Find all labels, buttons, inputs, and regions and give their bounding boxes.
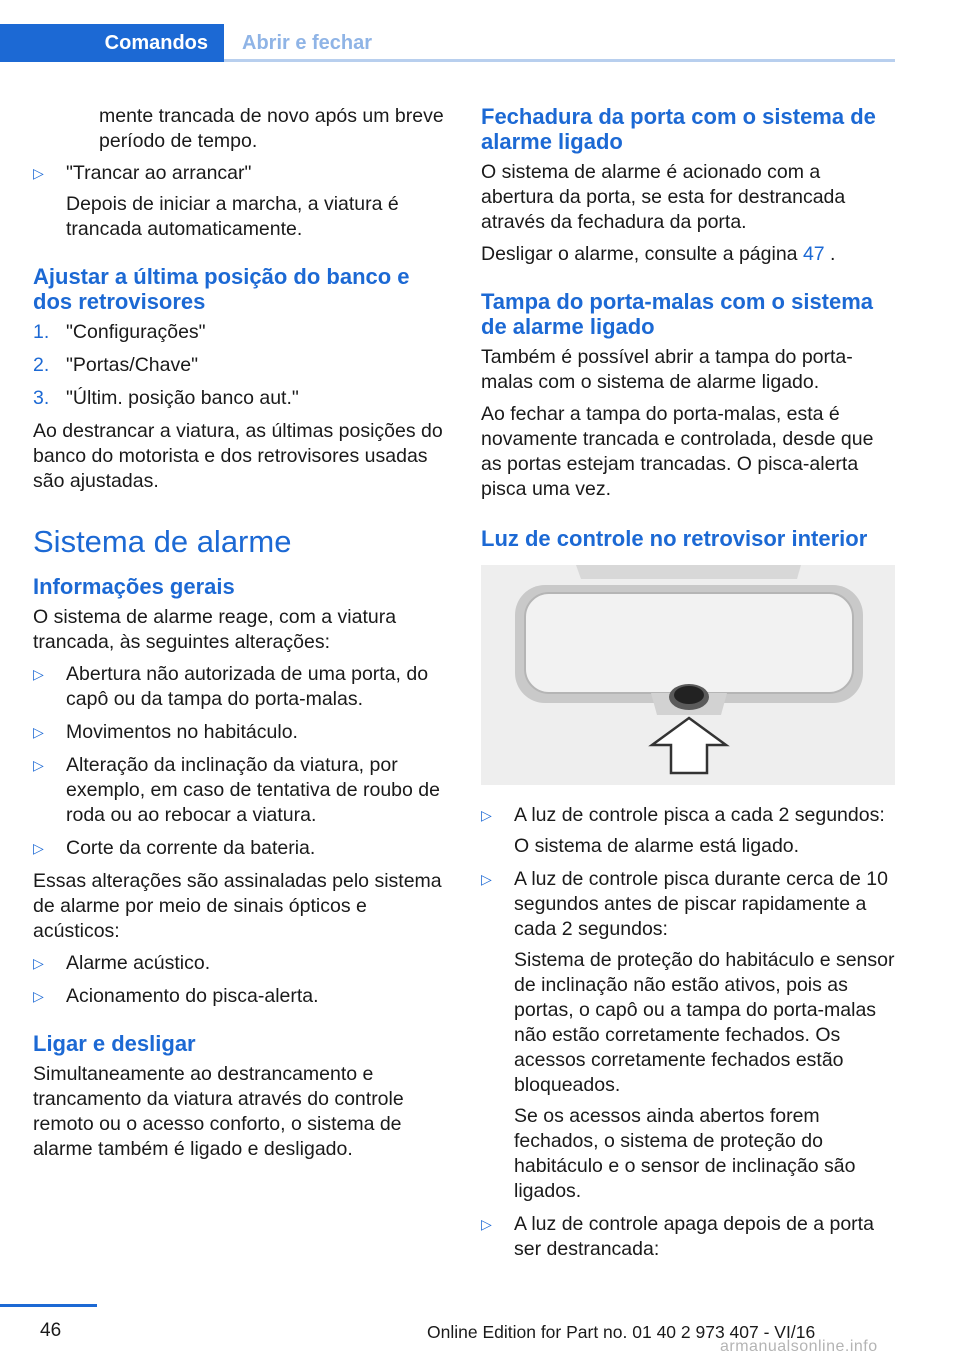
step-item	[33, 386, 448, 411]
step-text: "Portas/Chave"	[66, 354, 198, 376]
list-item	[33, 951, 448, 976]
changes-list	[33, 662, 448, 861]
triangle-right-icon: ▷	[33, 840, 44, 856]
list-item	[33, 836, 448, 861]
mirror-illustration	[481, 565, 895, 785]
list-item	[481, 803, 895, 859]
list-item-sub: Se os acessos ainda abertos forem fechados, o sistema de proteção do habitáculo e o sensor de inclinação são ligados.	[514, 1105, 856, 1202]
list-item-text: Alteração da inclinação da viatura, por exemplo, em caso de tentativa de roubo de roda ou ao rebocar a viatura.	[66, 754, 440, 826]
doorlock-heading: Fechadura da porta com o sistema de alarme ligado	[481, 104, 876, 154]
seat-paragraph: Ao destrancar a viatura, as últimas posições do banco do motorista e dos retrovisores usadas são ajustadas.	[33, 420, 443, 492]
list-item-text: Acionamento do pisca-alerta.	[66, 985, 319, 1007]
general-paragraph: O sistema de alarme reage, com a viatura trancada, às seguintes alterações:	[33, 606, 397, 653]
watermark-text: armanualsonline.info	[720, 1338, 878, 1355]
page-header	[0, 0, 960, 62]
section-tab-active-label: Comandos	[104, 32, 208, 54]
led-heading: Luz de controle no retrovisor interior	[481, 526, 868, 551]
seat-heading: Ajustar a última posição do banco e dos retrovisores	[33, 264, 410, 314]
list-item-text: A luz de controle pisca durante cerca de 10 segundos antes de piscar rapidamente a cada 2 segundos:	[514, 868, 888, 940]
onoff-heading: Ligar e desligar	[33, 1031, 196, 1056]
triangle-right-icon: ▷	[481, 1216, 492, 1232]
list-item	[33, 720, 448, 745]
list-item	[33, 984, 448, 1009]
triangle-right-icon: ▷	[33, 666, 44, 682]
edition-text: Online Edition for Part no. 01 40 2 973 407 - VI/16	[427, 1322, 816, 1342]
header-divider	[224, 59, 895, 62]
general-heading: Informações gerais	[33, 574, 235, 599]
step-text: "Configurações"	[66, 321, 206, 343]
lock-drive-desc: Depois de iniciar a marcha, a viatura é trancada automaticamente.	[66, 193, 399, 240]
list-item	[33, 662, 448, 712]
signals-list	[33, 951, 448, 1009]
step-number: 1.	[33, 321, 50, 343]
list-item-text: Abertura não autorizada de uma porta, do capô ou da tampa do porta-malas.	[66, 663, 429, 710]
doorlock-paragraph: O sistema de alarme é acionado com a abertura da porta, se esta for destrancada através da fechadura da porta.	[481, 161, 846, 233]
signals-paragraph: Essas alterações são assinaladas pelo sistema de alarme por meio de sinais ópticos e acústicos:	[33, 870, 442, 942]
doorlock-ref-end: .	[824, 243, 836, 265]
led-list	[481, 803, 895, 1262]
seat-steps	[33, 320, 448, 411]
list-item	[33, 161, 448, 242]
page-number: 46	[40, 1320, 62, 1341]
list-item-text: Movimentos no habitáculo.	[66, 721, 298, 743]
left-column	[33, 104, 448, 1169]
onoff-paragraph: Simultaneamente ao destrancamento e trancamento da viatura através do controle remoto ou o acesso conforto, o sistema de alarme também é ligado e desligado.	[33, 1063, 404, 1160]
list-item-text: A luz de controle pisca a cada 2 segundos:	[514, 804, 885, 826]
list-item	[33, 753, 448, 828]
triangle-right-icon: ▷	[33, 955, 44, 971]
list-item	[481, 867, 895, 1204]
trunk-paragraph-1: Também é possível abrir a tampa do porta-malas com o sistema de alarme ligado.	[481, 346, 853, 393]
step-item	[33, 353, 448, 378]
alarm-section-title: Sistema de alarme	[33, 524, 292, 559]
doorlock-reference	[481, 242, 895, 267]
triangle-right-icon: ▷	[481, 807, 492, 823]
list-item-text: Alarme acústico.	[66, 952, 211, 974]
footer-accent-line	[0, 1304, 97, 1307]
lock-drive-label: "Trancar ao arrancar"	[66, 162, 252, 184]
triangle-right-icon: ▷	[33, 724, 44, 740]
step-item	[33, 320, 448, 345]
lock-drive-list	[33, 161, 448, 242]
list-item	[481, 1212, 895, 1262]
triangle-right-icon: ▷	[33, 757, 44, 773]
triangle-right-icon: ▷	[481, 871, 492, 887]
intro-continuation: mente trancada de novo após um breve período de tempo.	[99, 105, 444, 152]
triangle-right-icon: ▷	[33, 165, 44, 181]
rearview-mirror-indicator-image	[481, 565, 895, 785]
trunk-heading: Tampa do porta-malas com o sistema de alarme ligado	[481, 289, 874, 339]
step-number: 3.	[33, 387, 50, 409]
triangle-right-icon: ▷	[33, 988, 44, 1004]
doorlock-ref-text: Desligar o alarme, consulte a página	[481, 243, 798, 265]
step-number: 2.	[33, 354, 50, 376]
trunk-paragraph-2: Ao fechar a tampa do porta-malas, esta é novamente trancada e controlada, desde que as portas estejam trancadas. O pisca-alerta pisca uma vez.	[481, 403, 874, 500]
section-tab-inactive-label: Abrir e fechar	[242, 32, 373, 54]
page-link-47[interactable]: 47	[802, 243, 825, 265]
list-item-text: A luz de controle apaga depois de a porta ser destrancada:	[514, 1213, 874, 1260]
list-item-text: Corte da corrente da bateria.	[66, 837, 316, 859]
section-tab-active	[0, 24, 224, 62]
list-item-sub: O sistema de alarme está ligado.	[514, 835, 800, 857]
list-item-sub: Sistema de proteção do habitáculo e sensor de inclinação não estão ativos, pois as portas, o capô ou a tampa do porta-malas não estão corretamente fechados. Os acessos corretamente fechados estão bloqueados.	[514, 949, 895, 1096]
step-text: "Últim. posição banco aut."	[66, 387, 299, 409]
right-column	[481, 104, 895, 1270]
